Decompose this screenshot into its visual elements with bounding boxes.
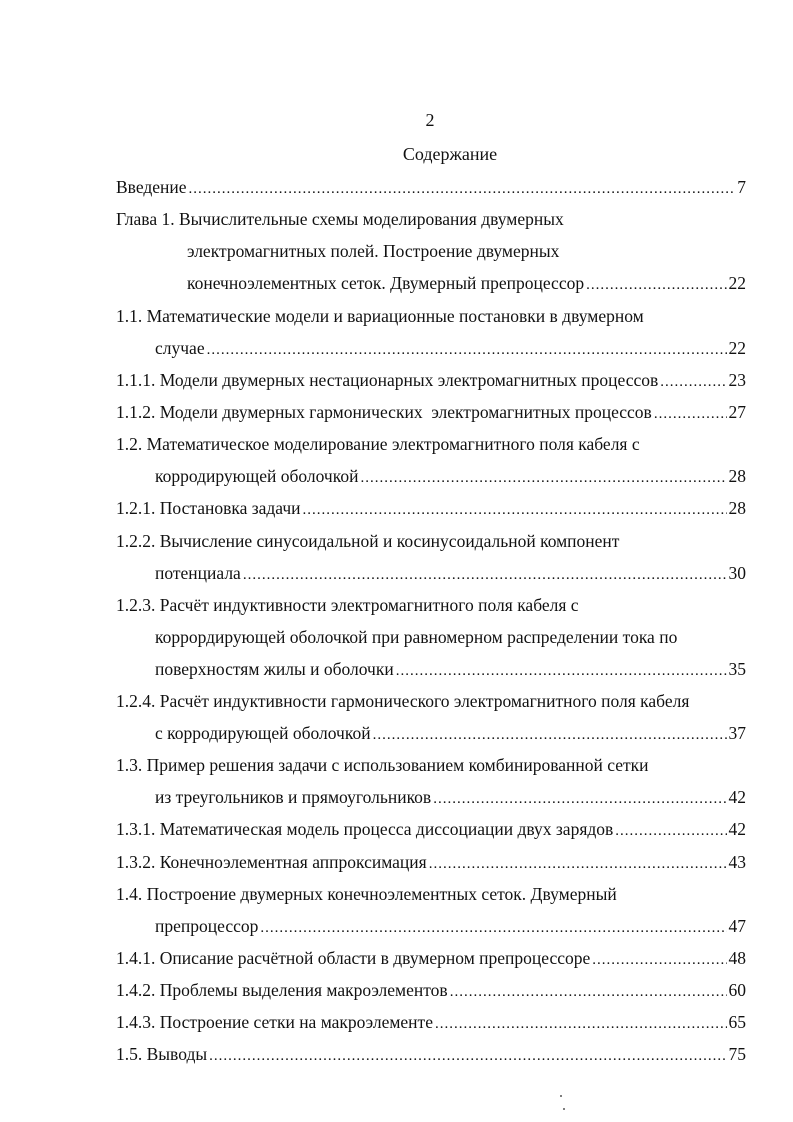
toc-entry-1-2-3-line3 <box>155 658 746 682</box>
toc-entry-1-2-4-line2 <box>155 722 746 746</box>
toc-entry-1-4-2 <box>116 979 746 1003</box>
toc-entry-text: 1.3. Пример решения задачи с использованием комбинированной сетки <box>116 755 649 775</box>
toc-entry-1-3-line1 <box>116 754 649 776</box>
toc-entry-1-4-line2 <box>155 915 746 939</box>
toc-entry-1-3-1 <box>116 818 746 842</box>
toc-entry-1-4-1 <box>116 947 746 971</box>
toc-entry-text: 1.2.2. Вычисление синусоидальной и косинусоидальной компонент <box>116 531 620 551</box>
toc-entry-text: Глава 1. Вычислительные схемы моделирования двумерных <box>116 209 564 229</box>
toc-entry-text: 1.1.2. Модели двумерных гармонических электромагнитных процессов <box>116 402 652 422</box>
toc-entry-page: 7 <box>737 177 746 197</box>
page-number: 2 <box>425 110 435 130</box>
toc-entry-1-4-3 <box>116 1011 746 1035</box>
toc-entry-1-1-1 <box>116 369 746 393</box>
dot-leader <box>189 178 736 200</box>
toc-entry-1-1-line1 <box>116 305 644 327</box>
toc-entry-text: 1.4.3. Построение сетки на макроэлементе <box>116 1012 433 1032</box>
toc-entry-page: 75 <box>728 1044 746 1064</box>
toc-entry-page: 60 <box>728 980 746 1000</box>
toc-entry-page: 48 <box>728 948 746 968</box>
toc-entry-text: 1.1.1. Модели двумерных нестационарных электромагнитных процессов <box>116 370 659 390</box>
toc-entry-text: поверхностям жилы и оболочки <box>155 659 394 679</box>
dot-leader <box>654 403 727 425</box>
dot-leader <box>592 949 726 971</box>
toc-entry-1-2-1 <box>116 497 746 521</box>
toc-entry-1-1-2 <box>116 401 746 425</box>
dot-leader <box>209 1045 726 1067</box>
dot-leader <box>435 1013 727 1035</box>
toc-entry-1-2-3-line1 <box>116 594 579 616</box>
scan-speck <box>560 1095 562 1097</box>
dot-leader <box>396 660 727 682</box>
dot-leader <box>303 499 727 521</box>
toc-entry-1-3-line2 <box>155 786 746 810</box>
toc-entry-page: 65 <box>728 1012 746 1032</box>
toc-entry-page: 47 <box>728 916 746 936</box>
dot-leader <box>373 724 727 746</box>
dot-leader <box>433 788 726 810</box>
toc-entry-text: 1.4. Построение двумерных конечноэлементных сеток. Двумерный <box>116 884 617 904</box>
toc-entry-text: из треугольников и прямоугольников <box>155 787 432 807</box>
toc-entry-1-5 <box>116 1043 746 1067</box>
toc-entry-text: потенциала <box>155 563 241 583</box>
toc-entry-page: 37 <box>728 723 746 743</box>
toc-entry-text: 1.2.4. Расчёт индуктивности гармонического электромагнитного поля кабеля <box>116 691 690 711</box>
toc-entry-1-2-2-line2 <box>155 562 746 586</box>
toc-entry-page: 42 <box>728 819 746 839</box>
toc-entry-text: коррордирующей оболочкой при равномерном распределении тока по <box>155 627 678 647</box>
toc-entry-page: 22 <box>728 273 746 293</box>
toc-entry-page: 42 <box>728 787 746 807</box>
toc-entry-text: препроцессор <box>155 916 259 936</box>
dot-leader <box>243 564 727 586</box>
toc-entry-page: 27 <box>728 402 746 422</box>
toc-entry-1-2-2-line1 <box>116 530 619 552</box>
toc-entry-text: 1.3.1. Математическая модель процесса диссоциации двух зарядов <box>116 819 614 839</box>
toc-entry-text: 1.5. Выводы <box>116 1044 208 1064</box>
toc-entry-1-2-line1 <box>116 433 640 455</box>
toc-entry-1-2-4-line1 <box>116 690 689 712</box>
dot-leader <box>360 467 726 489</box>
toc-entry-introduction <box>116 176 746 200</box>
toc-entry-chapter1-line1 <box>116 208 564 230</box>
toc-entry-text: корродирующей оболочкой <box>155 466 359 486</box>
toc-entry-text: Введение <box>116 177 187 197</box>
toc-entry-1-1-line2 <box>155 337 746 361</box>
toc-entry-text: 1.1. Математические модели и вариационные постановки в двумерном <box>116 306 644 326</box>
toc-entry-text: 1.4.1. Описание расчётной области в двумерном препроцессоре <box>116 948 591 968</box>
toc-entry-text: конечноэлементных сеток. Двумерный препроцессор <box>187 273 585 293</box>
toc-entry-page: 22 <box>728 338 746 358</box>
toc-entry-page: 28 <box>728 498 746 518</box>
toc-entry-page: 35 <box>728 659 746 679</box>
toc-entry-1-2-3-line2 <box>155 626 677 648</box>
toc-entry-text: электромагнитных полей. Построение двумерных <box>187 241 560 261</box>
dot-leader <box>260 917 726 939</box>
dot-leader <box>450 981 727 1003</box>
toc-entry-page: 28 <box>728 466 746 486</box>
toc-title: Содержание <box>402 144 498 164</box>
toc-entry-1-2-line2 <box>155 465 746 489</box>
toc-entry-1-4-line1 <box>116 883 617 905</box>
toc-entry-page: 30 <box>728 563 746 583</box>
dot-leader <box>660 371 726 393</box>
toc-entry-1-3-2 <box>116 851 746 875</box>
toc-entry-text: 1.2. Математическое моделирование электромагнитного поля кабеля с <box>116 434 640 454</box>
dot-leader <box>615 820 726 842</box>
toc-entry-text: 1.3.2. Конечноэлементная аппроксимация <box>116 852 427 872</box>
toc-entry-page: 43 <box>728 852 746 872</box>
dot-leader <box>586 274 726 296</box>
toc-entry-chapter1-line2 <box>187 240 559 262</box>
toc-entry-text: 1.2.3. Расчёт индуктивности электромагнитного поля кабеля с <box>116 595 579 615</box>
toc-entry-page: 23 <box>728 370 746 390</box>
toc-entry-chapter1-line3 <box>187 272 746 296</box>
toc-entry-text: случае <box>155 338 205 358</box>
dot-leader <box>429 853 727 875</box>
toc-entry-text: с корродирующей оболочкой <box>155 723 371 743</box>
dot-leader <box>207 339 727 361</box>
scan-speck <box>563 1108 565 1110</box>
toc-entry-text: 1.4.2. Проблемы выделения макроэлементов <box>116 980 448 1000</box>
toc-entry-text: 1.2.1. Постановка задачи <box>116 498 301 518</box>
